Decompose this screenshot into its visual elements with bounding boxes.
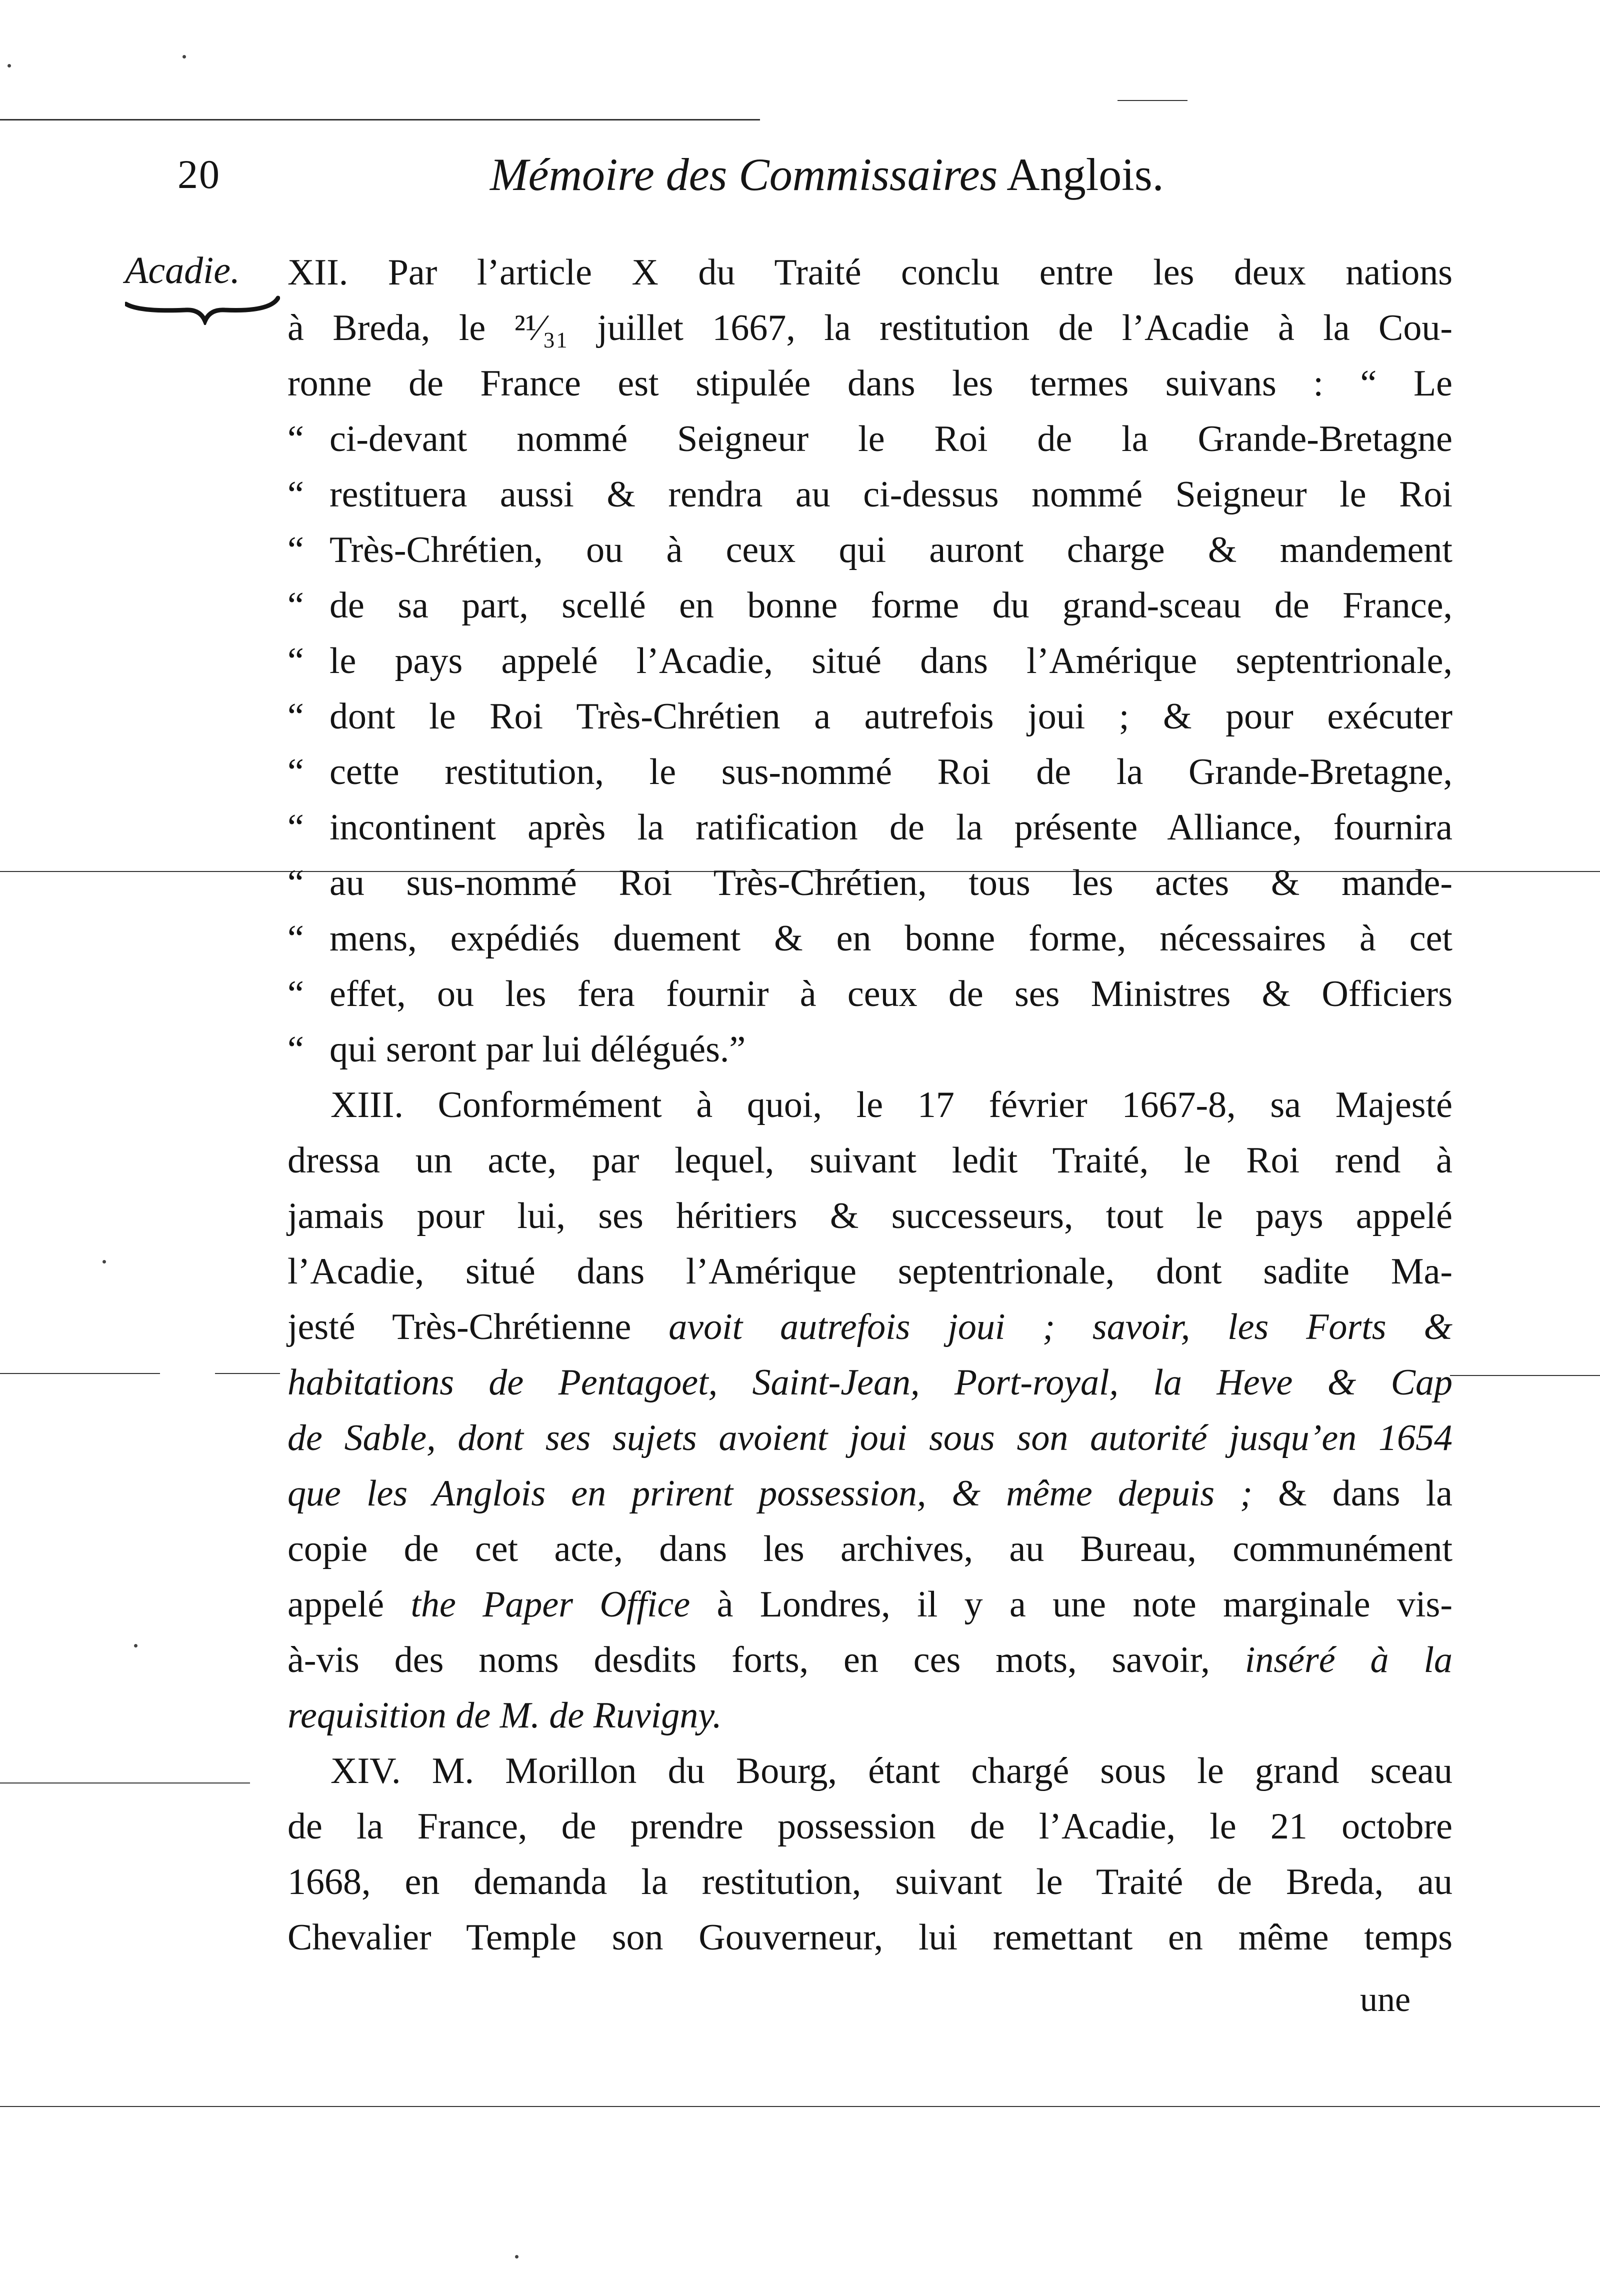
- margin-rule-left-2: [0, 1782, 250, 1784]
- text-line: [288, 1466, 1452, 1522]
- quote-text: dont le Roi Très-Chrétien a autrefois joui ; & pour exécuter: [330, 696, 1452, 737]
- text-line: [288, 1410, 1452, 1466]
- paragraph-xiii: [288, 1078, 1452, 1744]
- text-line: [288, 1632, 1452, 1688]
- text-line: XIV. M. Morillon du Bourg, étant chargé sous le grand sceau: [330, 1750, 1452, 1792]
- quote-line: [288, 467, 1452, 522]
- margin-rule-left: [0, 1373, 160, 1374]
- text-run-italic: requisition de M. de Ruvigny.: [288, 1695, 722, 1736]
- text-line: Chevalier Temple son Gouverneur, lui remettant en même temps: [288, 1917, 1452, 1958]
- quote-line: [288, 522, 1452, 578]
- scan-speck: [515, 2255, 518, 2258]
- margin-brace-ornament: [125, 295, 280, 325]
- quote-text: au sus-nommé Roi Très-Chrétien, tous les actes & mande-: [330, 862, 1452, 904]
- text-line: dressa un acte, par lequel, suivant ledit Traité, le Roi rend à: [288, 1140, 1452, 1181]
- page-number: 20: [178, 152, 220, 197]
- quote-mark: “: [288, 862, 304, 904]
- scan-speck: [102, 1260, 106, 1264]
- text-line: 1668, en demanda la restitution, suivant le Traité de Breda, au: [288, 1862, 1452, 1902]
- quote-mark: “: [288, 474, 304, 515]
- text-run: à Londres, il y a une note marginale vis-: [690, 1584, 1452, 1625]
- paragraph-xii: [288, 245, 1452, 412]
- scan-speck: [8, 64, 11, 68]
- catchword: une: [1360, 1980, 1411, 2019]
- bottom-rule: [0, 2106, 1600, 2107]
- quote-line: [288, 966, 1452, 1022]
- margin-rule-right: [1450, 1375, 1600, 1376]
- quote-text: incontinent après la ratification de la présente Alliance, fournira: [330, 807, 1452, 848]
- text-run: jesté Très-Chrétienne: [288, 1306, 632, 1348]
- quote-text: qui seront par lui délégués.”: [330, 1029, 746, 1070]
- text-line: XII. Par l’article X du Traité conclu entre les deux nations: [288, 252, 1452, 293]
- text-line: l’Acadie, situé dans l’Amérique septentrionale, dont sadite Ma-: [288, 1251, 1452, 1292]
- quote-mark: “: [288, 752, 304, 792]
- text-line: [288, 1355, 1452, 1410]
- quote-line: [288, 689, 1452, 744]
- quote-line: [288, 1022, 1452, 1078]
- top-rule-short: [1118, 100, 1188, 101]
- text-line: [288, 1577, 1452, 1632]
- quote-text: de sa part, scellé en bonne forme du grand-sceau de France,: [330, 585, 1452, 626]
- quote-mark: “: [288, 530, 304, 570]
- quote-line: [288, 856, 1452, 911]
- quote-mark: “: [288, 1029, 304, 1070]
- quote-mark: “: [288, 974, 304, 1014]
- scan-speck: [182, 55, 186, 58]
- quote-line: [288, 911, 1452, 966]
- quote-line: [288, 800, 1452, 856]
- quote-text: cette restitution, le sus-nommé Roi de la Grande-Bretagne,: [330, 752, 1452, 792]
- text-run-italic: de Sable, dont ses sujets avoient joui sous son autorité jusqu’en 1654: [288, 1418, 1452, 1458]
- text-run-italic: inséré à la: [1244, 1640, 1453, 1680]
- quote-mark: “: [288, 640, 304, 682]
- text-line: jamais pour lui, ses héritiers & successeurs, tout le pays appelé: [288, 1196, 1452, 1236]
- quote-text: le pays appelé l’Acadie, situé dans l’Amérique septentrionale,: [330, 640, 1452, 682]
- treaty-quotation: [288, 412, 1452, 1078]
- text-run: à-vis des noms desdits forts, en ces mots, savoir,: [288, 1640, 1245, 1680]
- running-title-italic: Mémoire des Commissaires: [490, 149, 998, 200]
- scan-speck: [134, 1644, 138, 1648]
- text-run-italic: avoit autrefois joui ; savoir, les Forts &: [668, 1306, 1453, 1348]
- text-line: copie de cet acte, dans les archives, au Bureau, communément: [288, 1528, 1452, 1570]
- text-run-italic: the Paper Office: [410, 1584, 690, 1625]
- quote-text: mens, expédiés duement & en bonne forme, nécessaires à cet: [330, 918, 1452, 959]
- quote-line: [288, 412, 1452, 467]
- quote-mark: “: [288, 585, 304, 626]
- text-run: & dans la: [1252, 1473, 1453, 1514]
- quote-mark: “: [288, 807, 304, 848]
- quote-mark: “: [288, 696, 304, 737]
- quote-mark: “: [288, 918, 304, 959]
- text-line: [288, 1688, 1452, 1744]
- running-title: [490, 148, 1164, 201]
- quote-text: restituera aussi & rendra au ci-dessus nommé Seigneur le Roi: [330, 474, 1452, 515]
- margin-note: Acadie.: [125, 250, 240, 292]
- text-run-italic: que les Anglois en prirent possession, & même depuis ;: [288, 1473, 1252, 1514]
- running-title-roman: Anglois.: [998, 149, 1164, 200]
- quote-text: effet, ou les fera fournir à ceux de ses Ministres & Officiers: [330, 974, 1452, 1014]
- text-line: de la France, de prendre possession de l’Acadie, le 21 octobre: [288, 1806, 1452, 1847]
- quote-text: ci-devant nommé Seigneur le Roi de la Grande-Bretagne: [330, 418, 1452, 460]
- quote-line: [288, 744, 1452, 800]
- top-rule: [0, 119, 760, 120]
- body-text: [288, 245, 1452, 1966]
- quote-mark: “: [288, 418, 304, 460]
- margin-rule-mid: [215, 1373, 280, 1374]
- text-line: ronne de France est stipulée dans les termes suivans : “ Le: [288, 363, 1452, 404]
- text-line: XIII. Conformément à quoi, le 17 février 1667-8, sa Majesté: [330, 1084, 1452, 1126]
- paragraph-xiv: [288, 1744, 1452, 1966]
- quote-line: [288, 578, 1452, 634]
- text-run: appelé: [288, 1584, 411, 1625]
- text-run-italic: habitations de Pentagoet, Saint-Jean, Port-royal, la Heve & Cap: [288, 1362, 1452, 1403]
- quote-text: Très-Chrétien, ou à ceux qui auront charge & mandement: [330, 530, 1452, 570]
- text-line: [288, 1300, 1452, 1355]
- text-line: à Breda, le ²¹⁄₃₁ juillet 1667, la restitution de l’Acadie à la Cou-: [288, 308, 1452, 348]
- quote-line: [288, 634, 1452, 689]
